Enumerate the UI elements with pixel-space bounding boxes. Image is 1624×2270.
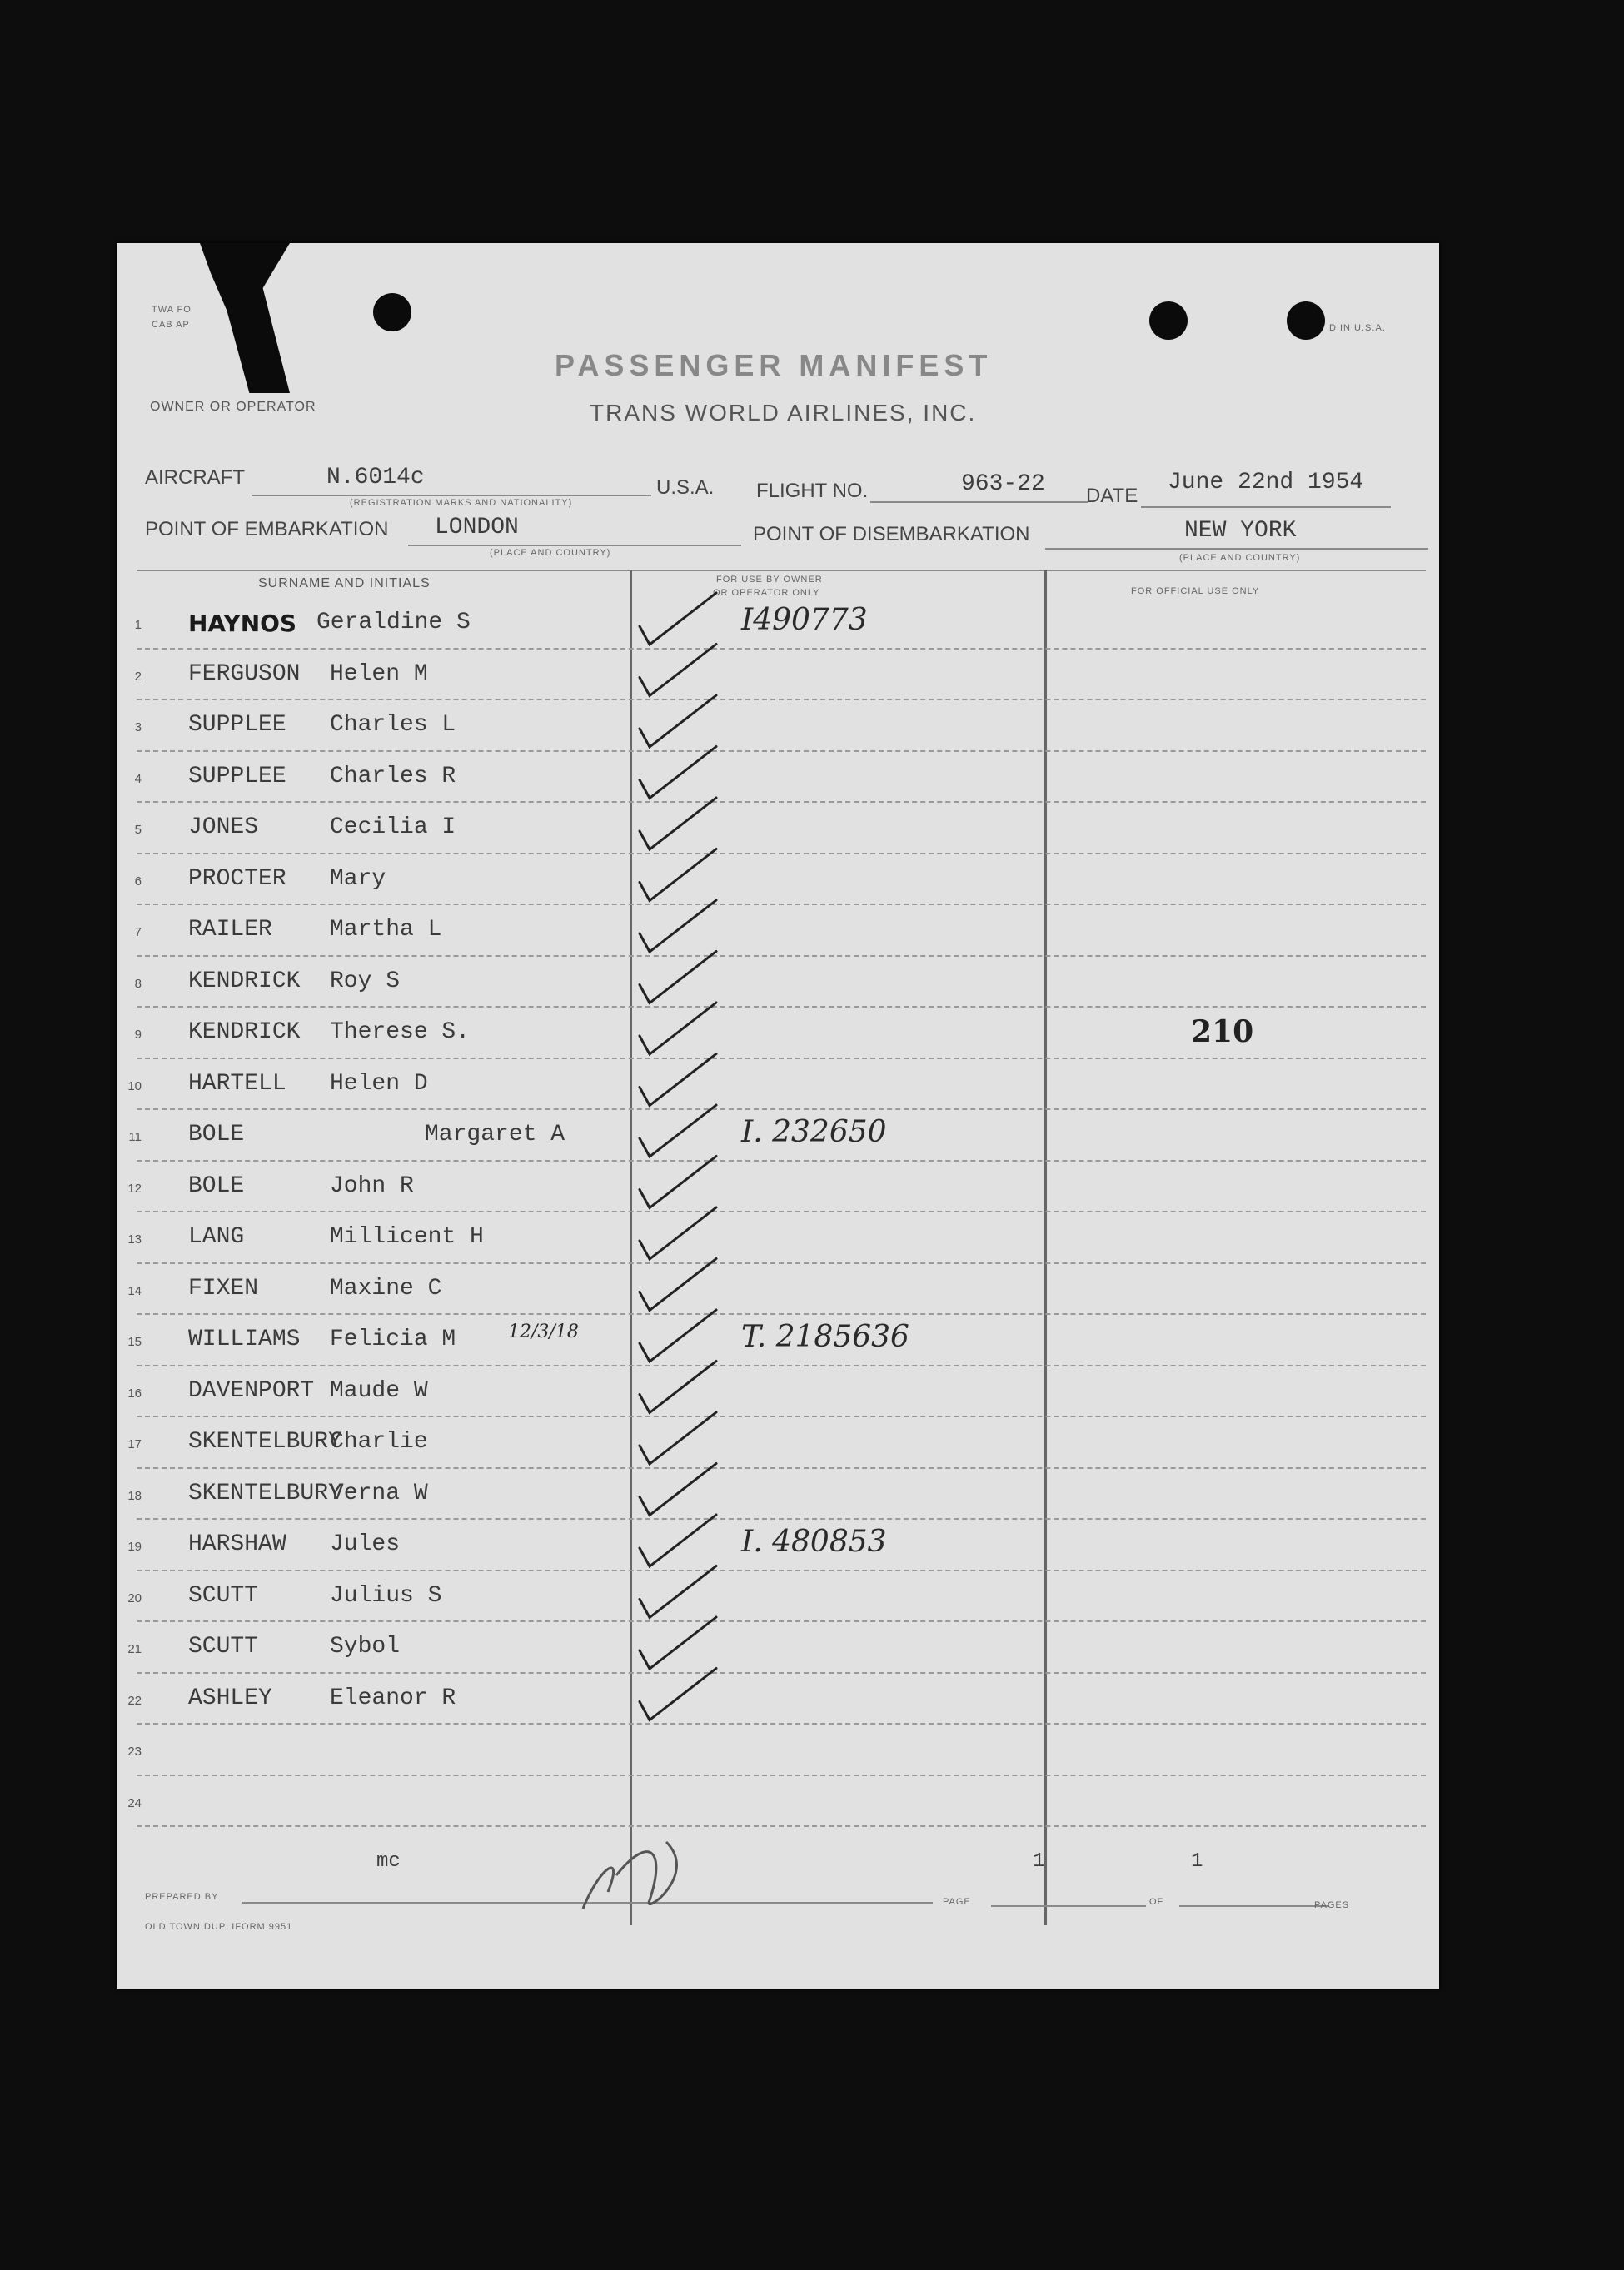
passport-number: I490773 <box>741 603 868 637</box>
passenger-surname: PROCTER <box>188 865 286 892</box>
row-number: 2 <box>134 669 142 684</box>
passenger-surname: RAILER <box>188 917 272 943</box>
passport-number: T. 2185636 <box>741 1320 909 1354</box>
check-mark <box>640 1566 716 1618</box>
flight-no-value: 963-22 <box>961 471 1045 497</box>
passenger-surname: BOLE <box>188 1122 245 1147</box>
row-number: 6 <box>134 874 142 889</box>
passenger-given-names: Roy S <box>330 968 401 994</box>
check-mark <box>640 1054 716 1106</box>
passenger-given-names: Therese S. <box>330 1019 471 1045</box>
row-number: 12 <box>127 1181 142 1196</box>
passport-number: I. 232650 <box>741 1115 887 1149</box>
check-mark <box>640 593 716 645</box>
passenger-given-names: Margaret A <box>425 1122 565 1147</box>
check-marks <box>117 243 1439 1989</box>
check-mark <box>640 900 716 952</box>
passenger-surname: ASHLEY <box>188 1685 272 1711</box>
passenger-surname: DAVENPORT <box>188 1377 315 1404</box>
check-mark <box>640 1515 716 1566</box>
row-number: 24 <box>127 1795 142 1810</box>
row-number: 8 <box>134 976 142 991</box>
page-label: PAGE <box>943 1897 971 1907</box>
row-number: 17 <box>127 1437 142 1451</box>
disembarkation-label: POINT OF DISEMBARKATION <box>753 523 1030 545</box>
check-mark <box>640 645 716 696</box>
passenger-surname: SCUTT <box>188 1582 259 1609</box>
col-header-owner-1: FOR USE BY OWNER <box>716 575 823 585</box>
check-mark <box>640 1362 716 1413</box>
passenger-given-names: Jules <box>330 1531 401 1557</box>
passenger-given-names: Charles R <box>330 763 456 789</box>
check-mark <box>640 1617 716 1669</box>
passenger-surname: HARSHAW <box>188 1531 286 1557</box>
flight-no-label: FLIGHT NO. <box>756 480 869 502</box>
embarkation-label: POINT OF EMBARKATION <box>145 518 389 540</box>
row-number: 14 <box>127 1283 142 1298</box>
check-mark <box>640 1464 716 1516</box>
check-mark <box>640 1105 716 1157</box>
aircraft-value: N.6014c <box>326 465 425 490</box>
passenger-surname: LANG <box>188 1224 245 1250</box>
passenger-given-names: Verna W <box>330 1480 428 1506</box>
check-mark <box>640 1669 716 1720</box>
registration-note: (REGISTRATION MARKS AND NATIONALITY) <box>350 498 573 508</box>
inspector-scribble <box>583 1842 676 1909</box>
check-mark <box>640 1207 716 1259</box>
passenger-surname: JONES <box>188 814 259 840</box>
of-label: OF <box>1149 1897 1164 1907</box>
passenger-given-names: Mary <box>330 865 386 892</box>
row-number: 21 <box>127 1642 142 1656</box>
printed-in-usa: D IN U.S.A. <box>1329 323 1386 333</box>
form-code-line1: TWA FO <box>152 305 192 315</box>
passenger-surname: KENDRICK <box>188 1019 301 1045</box>
row-number: 18 <box>127 1488 142 1503</box>
nationality: U.S.A. <box>656 476 715 499</box>
row-number: 1 <box>134 618 142 632</box>
passenger-surname: HAYNOS <box>188 610 297 637</box>
page-count-left: 1 <box>1033 1850 1045 1873</box>
aircraft-label: AIRCRAFT <box>145 466 245 489</box>
passenger-given-names: Helen M <box>330 660 428 687</box>
row-number: 15 <box>127 1335 142 1349</box>
passport-number: I. 480853 <box>741 1525 887 1559</box>
official-annotation: 210 <box>1191 1014 1254 1049</box>
disembarkation-value: NEW YORK <box>1184 518 1297 544</box>
page-title: PASSENGER MANIFEST <box>555 348 993 382</box>
page-count-right: 1 <box>1191 1850 1203 1873</box>
clerk-initials: mc <box>376 1850 401 1873</box>
passenger-given-names: Geraldine S <box>316 610 471 635</box>
check-mark <box>640 798 716 849</box>
row-number: 13 <box>127 1232 142 1247</box>
passenger-given-names: Felicia M <box>330 1327 456 1352</box>
row-number: 7 <box>134 925 142 939</box>
passenger-given-names: Charles L <box>330 712 456 738</box>
row-number: 20 <box>127 1590 142 1605</box>
row-number: 3 <box>134 720 142 734</box>
passenger-surname: SCUTT <box>188 1634 259 1660</box>
check-mark <box>640 695 716 747</box>
row-number: 19 <box>127 1540 142 1554</box>
date-label: DATE <box>1086 485 1138 507</box>
passenger-given-names: Maude W <box>330 1377 428 1404</box>
check-mark <box>640 1003 716 1054</box>
manifest-sheet <box>117 243 1439 1989</box>
passenger-given-names: Helen D <box>330 1070 428 1097</box>
embarkation-value: LONDON <box>435 515 519 540</box>
passenger-surname: SUPPLEE <box>188 712 286 738</box>
check-mark <box>640 1157 716 1208</box>
passenger-surname: SUPPLEE <box>188 763 286 789</box>
check-mark <box>640 1412 716 1464</box>
passenger-given-names: Cecilia I <box>330 814 456 840</box>
row-number: 9 <box>134 1028 142 1042</box>
row-number: 22 <box>127 1693 142 1708</box>
passenger-given-names: Maxine C <box>330 1275 442 1302</box>
date-value: June 22nd 1954 <box>1168 470 1364 495</box>
passenger-surname: FERGUSON <box>188 660 301 687</box>
passenger-given-names: Martha L <box>330 917 442 943</box>
airline-name: TRANS WORLD AIRLINES, INC. <box>590 400 977 426</box>
check-mark <box>640 747 716 799</box>
row-number: 23 <box>127 1745 142 1759</box>
disembarkation-note: (PLACE AND COUNTRY) <box>1179 553 1301 563</box>
check-mark <box>640 952 716 1003</box>
embarkation-note: (PLACE AND COUNTRY) <box>490 548 611 558</box>
row-number: 10 <box>127 1078 142 1093</box>
check-mark <box>640 849 716 901</box>
printer-note: OLD TOWN DUPLIFORM 9951 <box>145 1922 293 1932</box>
col-header-owner-2: OR OPERATOR ONLY <box>713 588 820 598</box>
pages-label: PAGES <box>1314 1900 1350 1910</box>
passenger-given-names: Eleanor R <box>330 1685 456 1711</box>
handwritten-date-note: 12/3/18 <box>508 1322 579 1342</box>
row-number: 5 <box>134 823 142 837</box>
prepared-by-label: PREPARED BY <box>145 1892 219 1902</box>
passenger-surname: FIXEN <box>188 1275 259 1302</box>
passenger-given-names: Julius S <box>330 1582 442 1609</box>
owner-label: OWNER OR OPERATOR <box>150 400 316 414</box>
check-mark <box>640 1310 716 1362</box>
col-header-official: FOR OFFICIAL USE ONLY <box>1131 586 1260 596</box>
form-code-line2: CAB AP <box>152 320 190 330</box>
check-mark <box>640 1259 716 1311</box>
passenger-given-names: Charlie <box>330 1429 428 1455</box>
row-number: 4 <box>134 771 142 786</box>
passenger-given-names: John R <box>330 1172 414 1199</box>
passenger-surname: SKENTELBURY <box>188 1480 342 1506</box>
passenger-surname: WILLIAMS <box>188 1327 301 1352</box>
row-number: 16 <box>127 1386 142 1401</box>
passenger-surname: HARTELL <box>188 1070 286 1097</box>
passenger-given-names: Sybol <box>330 1634 401 1660</box>
passenger-surname: KENDRICK <box>188 968 301 994</box>
passenger-given-names: Millicent H <box>330 1224 484 1250</box>
row-number: 11 <box>128 1130 142 1144</box>
passenger-surname: SKENTELBURY <box>188 1429 342 1455</box>
passenger-surname: BOLE <box>188 1172 245 1199</box>
col-header-names: SURNAME AND INITIALS <box>258 576 431 590</box>
